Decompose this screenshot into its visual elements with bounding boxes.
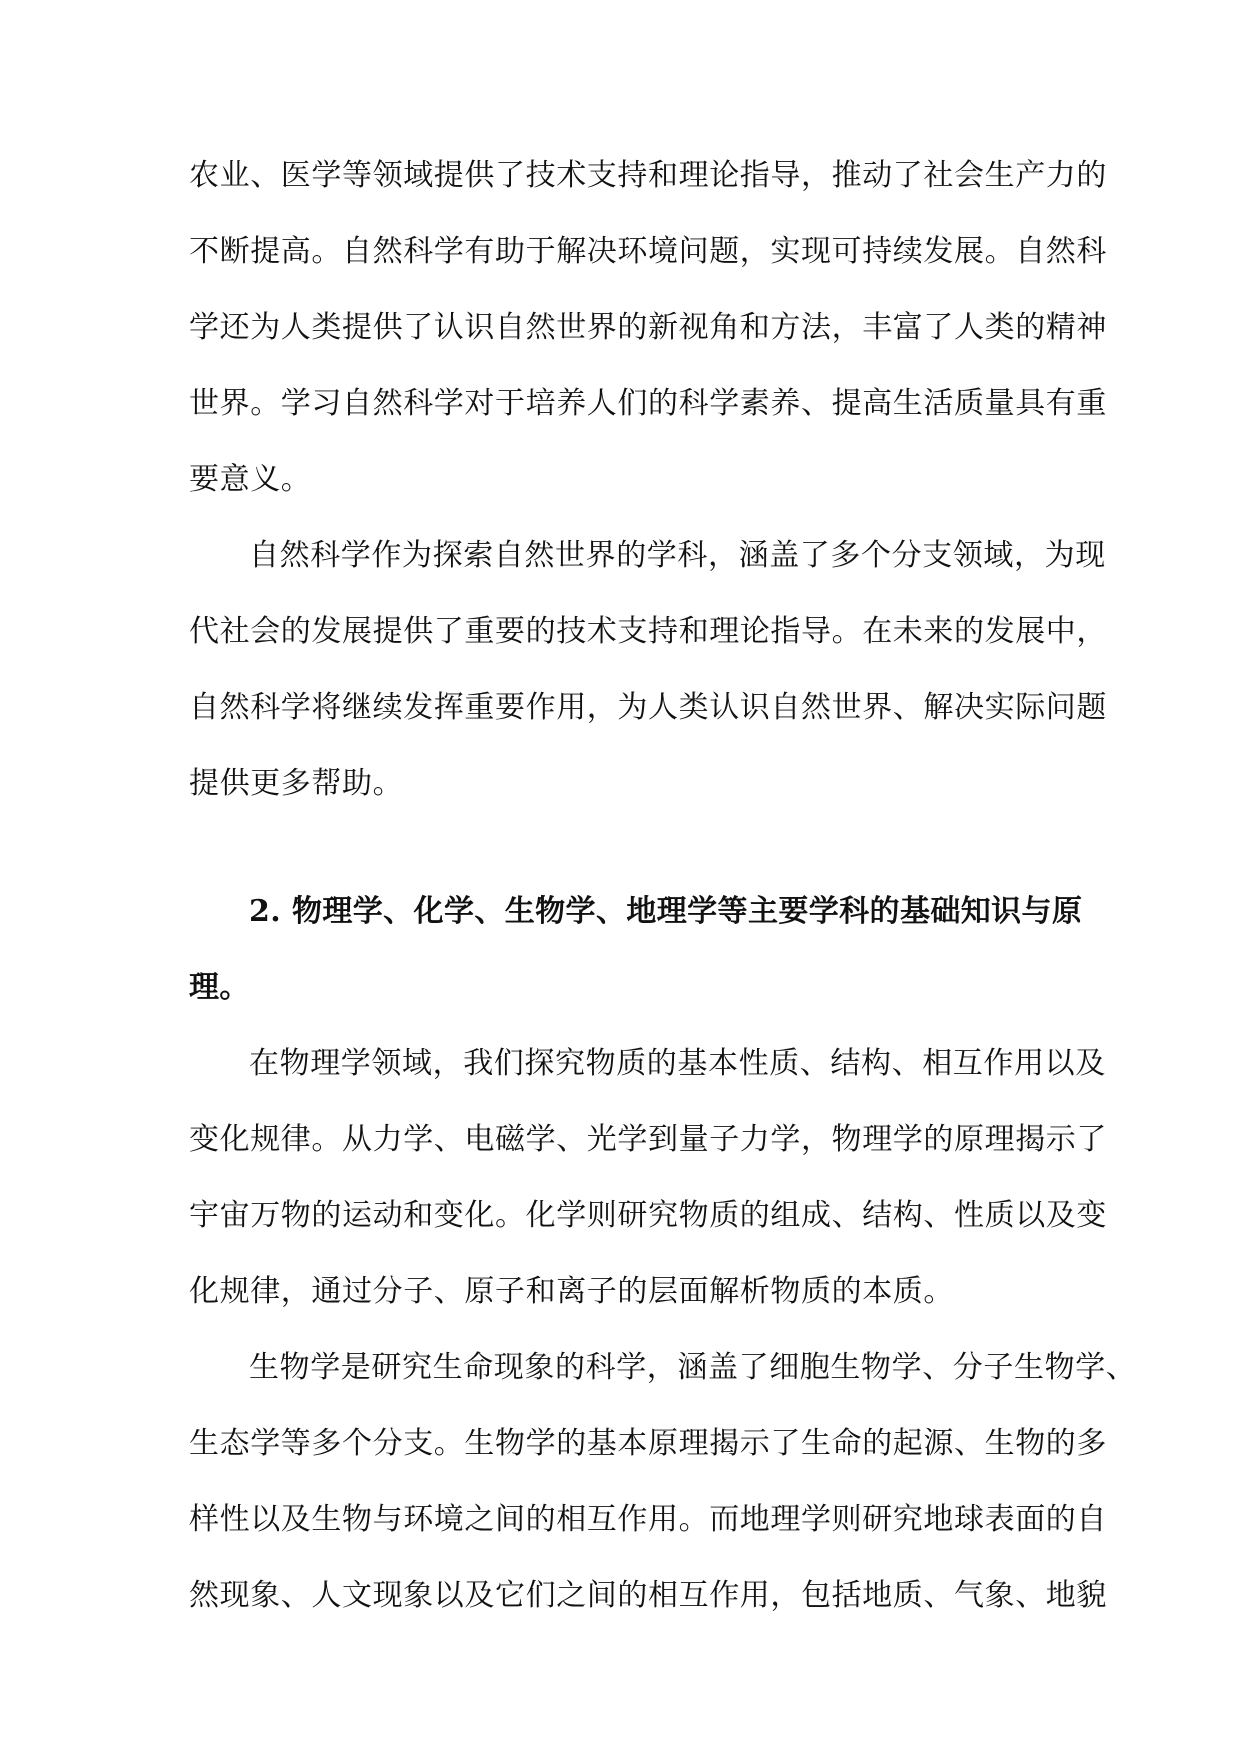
paragraph-1-line-1: 农业、医学等领域提供了技术支持和理论指导，推动了社会生产力的 [189, 158, 1107, 193]
paragraph-2-line-1: 自然科学作为探索自然世界的学科，涵盖了多个分支领域，为现 [249, 538, 1106, 573]
paragraph-2 [189, 518, 1107, 822]
section-heading [189, 874, 1083, 1026]
paragraph-3 [189, 1026, 1107, 1330]
paragraph-3-line-2: 变化规律。从力学、电磁学、光学到量子力学，物理学的原理揭示了 [189, 1122, 1107, 1157]
section-heading-line-2: 理。 [189, 970, 250, 1005]
document-body [189, 138, 1137, 1634]
paragraph-4-line-2: 生态学等多个分支。生物学的基本原理揭示了生命的起源、生物的多 [189, 1426, 1107, 1461]
paragraph-3-line-4: 化规律，通过分子、原子和离子的层面解析物质的本质。 [189, 1274, 954, 1309]
paragraph-3-line-1: 在物理学领域，我们探究物质的基本性质、结构、相互作用以及 [249, 1046, 1106, 1081]
paragraph-1-line-4: 世界。学习自然科学对于培养人们的科学素养、提高生活质量具有重 [189, 386, 1107, 421]
section-heading-line-1: 2. 物理学、化学、生物学、地理学等主要学科的基础知识与原 [249, 894, 1083, 929]
paragraph-1-line-5: 要意义。 [189, 462, 312, 497]
paragraph-3-line-3: 宇宙万物的运动和变化。化学则研究物质的组成、结构、性质以及变 [189, 1198, 1107, 1233]
paragraph-1 [189, 138, 1107, 518]
section-spacer [189, 822, 1059, 874]
paragraph-2-line-2: 代社会的发展提供了重要的技术支持和理论指导。在未来的发展中， [189, 614, 1107, 649]
paragraph-1-line-2: 不断提高。自然科学有助于解决环境问题，实现可持续发展。自然科 [189, 234, 1107, 269]
paragraph-4-line-1: 生物学是研究生命现象的科学，涵盖了细胞生物学、分子生物学、 [249, 1350, 1137, 1385]
paragraph-2-line-4: 提供更多帮助。 [189, 766, 404, 801]
paragraph-2-line-3: 自然科学将继续发挥重要作用，为人类认识自然世界、解决实际问题 [189, 690, 1107, 725]
paragraph-4 [189, 1330, 1137, 1634]
paragraph-4-line-3: 样性以及生物与环境之间的相互作用。而地理学则研究地球表面的自 [189, 1502, 1107, 1537]
paragraph-4-line-4: 然现象、人文现象以及它们之间的相互作用，包括地质、气象、地貌 [189, 1578, 1107, 1613]
paragraph-1-line-3: 学还为人类提供了认识自然世界的新视角和方法，丰富了人类的精神 [189, 310, 1107, 345]
